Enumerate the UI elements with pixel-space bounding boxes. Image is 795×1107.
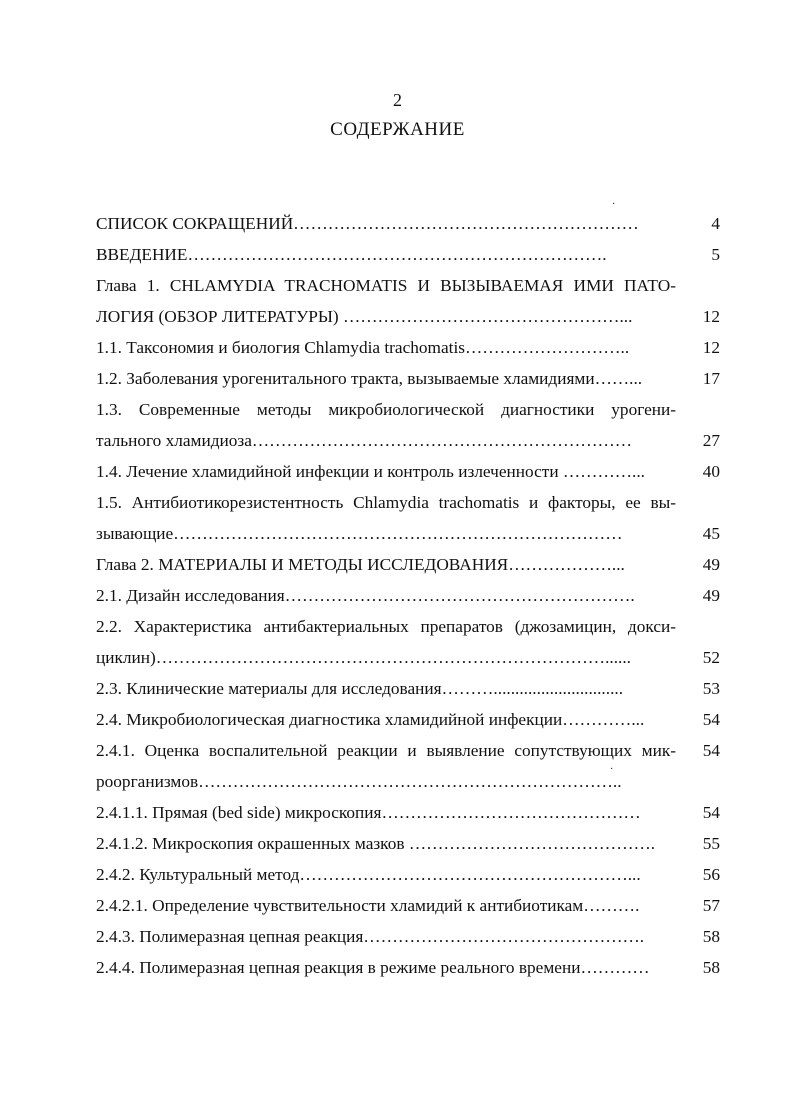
toc-entry-1-2[interactable]: 1.2. Заболевания урогенитального тракта, вызываемые хламидиями……...: [96, 369, 643, 388]
toc-entry-1-5-continued[interactable]: зывающие……………………………………………………………………: [96, 524, 623, 543]
toc-entry-1-5[interactable]: 1.5. Антибиотикорезистентность Chlamydia trachomatis и факторы, ее вы-: [96, 493, 676, 512]
toc-entry-introduction[interactable]: ВВЕДЕНИЕ……………………………………………………………….: [96, 245, 607, 264]
page-title: СОДЕРЖАНИЕ: [330, 119, 465, 140]
toc-entry-1-3[interactable]: 1.3. Современные методы микробиологической диагностики урогени-: [96, 400, 676, 419]
toc-entry-2-4-1-1[interactable]: 2.4.1.1. Прямая (bed side) микроскопия………………………………………: [96, 803, 641, 822]
toc-entry-2-4-4[interactable]: 2.4.4. Полимеразная цепная реакция в режиме реального времени…………: [96, 958, 650, 977]
scan-speck: ·: [610, 764, 614, 775]
toc-entry-1-4[interactable]: 1.4. Лечение хламидийной инфекции и контроль излеченности …………...: [96, 462, 645, 481]
toc-entry-list-of-abbreviations[interactable]: СПИСОК СОКРАЩЕНИЙ……………………………………………………: [96, 214, 639, 233]
toc-entry-2-4-1[interactable]: 2.4.1. Оценка воспалительной реакции и выявление сопутствующих мик-: [96, 741, 676, 760]
toc-page-number: 58: [702, 927, 720, 946]
toc-page-number: 49: [702, 586, 720, 605]
toc-page-number: 55: [702, 834, 720, 853]
toc-page-number: 12: [702, 307, 720, 326]
toc-page-number: 5: [711, 245, 720, 264]
toc-entry-2-4-2-1[interactable]: 2.4.2.1. Определение чувствительности хламидий к антибиотикам……….: [96, 896, 640, 915]
toc-entry-2-1[interactable]: 2.1. Дизайн исследования…………………………………………………….: [96, 586, 635, 605]
toc-entry-2-4-2[interactable]: 2.4.2. Культуральный метод…………………………………………………...: [96, 865, 641, 884]
toc-page-number: 58: [702, 958, 720, 977]
page-number: 2: [393, 90, 402, 110]
toc-page-number: 57: [702, 896, 720, 915]
toc-entry-2-4-1-2[interactable]: 2.4.1.2. Микроскопия окрашенных мазков …………………………………….: [96, 834, 656, 853]
toc-entry-chapter-1[interactable]: Глава 1. CHLAMYDIA TRACHOMATIS И ВЫЗЫВАЕМАЯ ИМИ ПАТО-: [96, 276, 676, 295]
toc-entry-2-4-1-continued[interactable]: роорганизмов………………………………………………………………..: [96, 772, 622, 791]
toc-entry-2-3[interactable]: 2.3. Клинические материалы для исследования………..............................: [96, 679, 624, 698]
toc-page-number: 17: [702, 369, 720, 388]
toc-page-number: 40: [702, 462, 720, 481]
toc-page-number: 56: [702, 865, 720, 884]
toc-entry-1-3-continued[interactable]: тального хламидиоза…………………………………………………………: [96, 431, 633, 450]
toc-entry-2-4-3[interactable]: 2.4.3. Полимеразная цепная реакция………………………………………….: [96, 927, 645, 946]
toc-entry-2-2-continued[interactable]: циклин)……………………………………………………………………......: [96, 648, 632, 667]
toc-page-number: 4: [711, 214, 720, 233]
toc-entry-2-2[interactable]: 2.2. Характеристика антибактериальных препаратов (джозамицин, докси-: [96, 617, 676, 636]
toc-entry-2-4[interactable]: 2.4. Микробиологическая диагностика хламидийной инфекции…………...: [96, 710, 645, 729]
toc-page-number: 52: [702, 648, 720, 667]
toc-page-number: 54: [702, 803, 720, 822]
toc-page-number: 45: [702, 524, 720, 543]
toc-page-number: 27: [702, 431, 720, 450]
toc-page-number: 53: [702, 679, 720, 698]
toc-entry-1-1[interactable]: 1.1. Таксономия и биология Chlamydia trachomatis………………………..: [96, 338, 630, 357]
scan-speck: ·: [612, 199, 616, 210]
toc-page-number: 54: [702, 741, 720, 760]
toc-page-number: 49: [702, 555, 720, 574]
toc-page-number: 54: [702, 710, 720, 729]
toc-entry-chapter-1-continued[interactable]: ЛОГИЯ (ОБЗОР ЛИТЕРАТУРЫ) …………………………………………...: [96, 307, 633, 326]
toc-page-number: 12: [702, 338, 720, 357]
toc-entry-chapter-2[interactable]: Глава 2. МАТЕРИАЛЫ И МЕТОДЫ ИССЛЕДОВАНИЯ………………...: [96, 555, 625, 574]
